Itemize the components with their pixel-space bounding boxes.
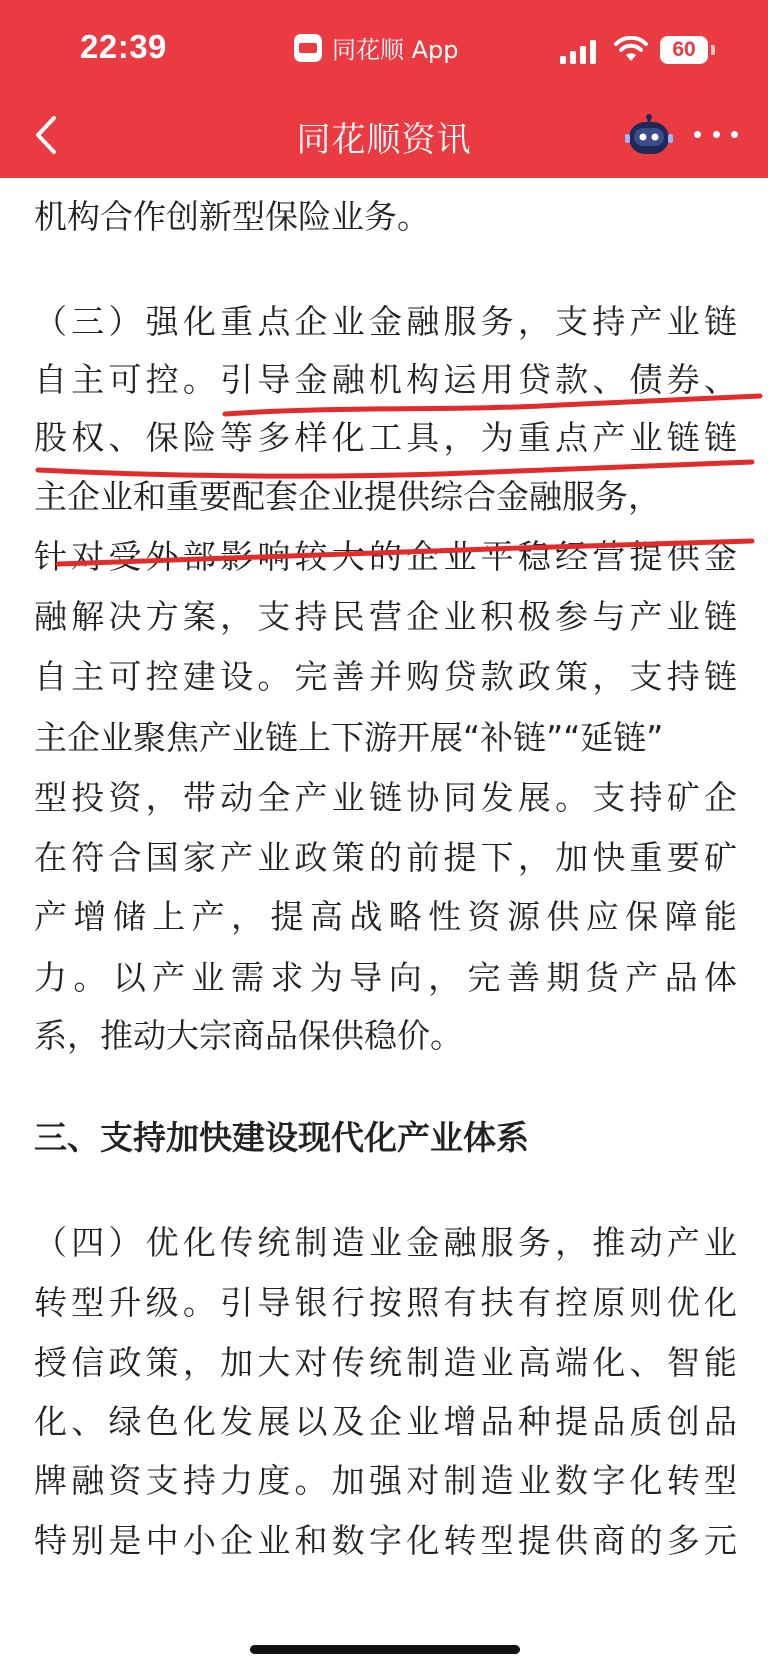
article-line: 主企业聚焦产业链上下游开展“补链”“延链” [34,718,664,757]
article-line: 产增储上产，提高战略性资源供应保障能 [34,897,737,936]
article-line: 特别是中小企业和数字化转型提供商的多元 [34,1521,737,1560]
article-line: 自主可控建设。完善并购贷款政策，支持链 [34,657,737,696]
article-line: 股权、保险等多样化工具，为重点产业链链 [34,418,737,457]
article-line: （四）优化传统制造业金融服务，推动产业 [34,1223,737,1262]
article-line: 针对受外部影响较大的企业平稳经营提供金 [34,537,737,576]
article-line: 授信政策，加大对传统制造业高端化、智能 [34,1343,737,1382]
article-line: 融解决方案，支持民营企业积极参与产业链 [34,597,737,636]
battery-indicator: 60 [660,36,708,64]
article-line: 力。以产业需求为导向，完善期货产品体 [34,958,737,997]
cellular-signal-icon [560,40,596,64]
article-line: 主企业和重要配套企业提供综合金融服务， [34,477,661,516]
article-line: 转型升级。引导银行按照有扶有控原则优化 [34,1283,737,1322]
article-line: （三）强化重点企业金融服务，支持产业链 [34,302,737,341]
home-indicator[interactable] [250,1645,520,1654]
red-underline-stroke [38,462,752,476]
more-dot-icon [694,131,701,138]
more-options-button[interactable] [694,112,738,156]
battery-cap [711,45,715,55]
robot-assistant-icon[interactable] [624,114,674,158]
article-line: 自主可控。引导金融机构运用贷款、债券、 [34,360,737,399]
article-line: 在符合国家产业政策的前提下，加快重要矿 [34,838,737,877]
article-line: 系，推动大宗商品保供稳价。 [34,1016,463,1055]
article-line: 型投资，带动全产业链协同发展。支持矿企 [34,778,737,817]
section-heading: 三、支持加快建设现代化产业体系 [34,1118,529,1157]
article-line: 化、绿色化发展以及企业增品种提品质创品 [34,1402,737,1441]
article-line: 机构合作创新型保险业务。 [34,197,430,236]
more-dot-icon [713,131,720,138]
wifi-icon [614,36,648,62]
article-line: 牌融资支持力度。加强对制造业数字化转型 [34,1461,737,1500]
app-header [0,0,768,178]
status-app-indicator[interactable] [294,30,459,65]
page-title: 同花顺资讯 [296,120,472,160]
status-time: 22:39 [80,28,167,65]
status-app-name: 同花顺 App [332,36,459,64]
more-dot-icon [731,131,738,138]
app-icon [294,34,322,62]
